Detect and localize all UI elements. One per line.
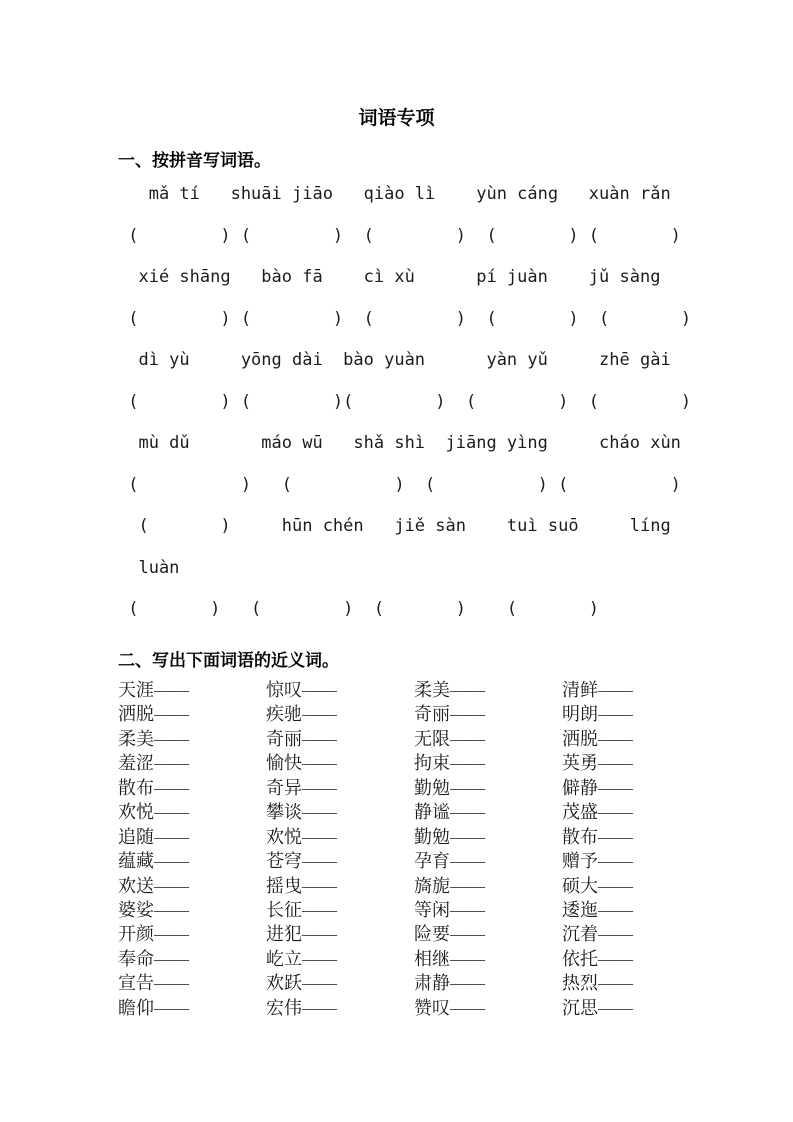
synonym-dash: —— bbox=[302, 997, 336, 1018]
synonym-dash: —— bbox=[302, 728, 336, 749]
synonym-word: 奇丽 bbox=[266, 728, 302, 749]
synonym-item bbox=[118, 872, 266, 898]
synonym-dash: —— bbox=[154, 777, 188, 798]
synonym-word: 赠予 bbox=[562, 851, 598, 872]
synonym-item bbox=[118, 676, 266, 702]
synonym-word: 进犯 bbox=[266, 924, 302, 945]
synonym-row bbox=[118, 749, 710, 773]
synonym-item bbox=[562, 994, 710, 1020]
synonym-dash: —— bbox=[154, 802, 188, 823]
synonym-dash: —— bbox=[302, 973, 336, 994]
synonym-item bbox=[266, 994, 414, 1020]
synonym-word: 宏伟 bbox=[266, 997, 302, 1018]
synonym-item bbox=[118, 920, 266, 946]
synonym-dash: —— bbox=[302, 704, 336, 725]
synonym-row bbox=[118, 920, 710, 944]
synonym-dash: —— bbox=[598, 948, 632, 969]
synonym-item bbox=[266, 725, 414, 751]
synonym-word: 逶迤 bbox=[562, 899, 598, 920]
synonym-dash: —— bbox=[154, 924, 188, 945]
synonym-word: 孕育 bbox=[414, 851, 450, 872]
synonym-row bbox=[118, 945, 710, 969]
synonym-item bbox=[414, 896, 562, 922]
synonym-item bbox=[266, 920, 414, 946]
synonym-word: 沉思 bbox=[562, 997, 598, 1018]
synonym-dash: —— bbox=[302, 680, 336, 700]
synonym-dash: —— bbox=[154, 875, 188, 896]
synonym-word: 柔美 bbox=[414, 680, 450, 700]
synonym-word: 肃静 bbox=[414, 973, 450, 994]
synonym-row bbox=[118, 676, 710, 700]
synonym-row bbox=[118, 969, 710, 993]
mixed-line: ( ) hūn chén jiě sàn tuì suō líng bbox=[118, 516, 671, 536]
synonym-item bbox=[266, 823, 414, 849]
synonym-word: 羞涩 bbox=[118, 753, 154, 774]
synonym-word: 洒脱 bbox=[118, 704, 154, 725]
synonym-word: 清鲜 bbox=[562, 680, 598, 700]
synonym-item bbox=[414, 945, 562, 971]
synonym-dash: —— bbox=[450, 851, 484, 872]
synonym-item bbox=[562, 847, 710, 873]
synonym-item bbox=[118, 969, 266, 995]
synonym-item bbox=[414, 676, 562, 702]
synonym-word: 奉命 bbox=[118, 948, 154, 969]
synonym-item bbox=[562, 969, 710, 995]
synonym-word: 愉快 bbox=[266, 753, 302, 774]
synonym-word: 茂盛 bbox=[562, 802, 598, 823]
pinyin-line: mǎ tí shuāi jiāo qiào lì yùn cáng xuàn rǎn bbox=[118, 184, 671, 204]
synonym-dash: —— bbox=[154, 851, 188, 872]
synonym-dash: —— bbox=[450, 948, 484, 969]
synonym-row bbox=[118, 725, 710, 749]
synonym-word: 摇曳 bbox=[266, 875, 302, 896]
synonym-dash: —— bbox=[598, 728, 632, 749]
synonym-word: 明朗 bbox=[562, 704, 598, 725]
synonym-word: 热烈 bbox=[562, 973, 598, 994]
synonym-item bbox=[562, 774, 710, 800]
synonym-item bbox=[266, 749, 414, 775]
synonym-word: 勤勉 bbox=[414, 777, 450, 798]
synonym-dash: —— bbox=[302, 899, 336, 920]
synonym-dash: —— bbox=[450, 680, 484, 700]
synonym-row bbox=[118, 896, 710, 920]
synonym-item bbox=[266, 969, 414, 995]
synonym-dash: —— bbox=[450, 924, 484, 945]
synonym-word: 散布 bbox=[562, 826, 598, 847]
synonym-item bbox=[414, 774, 562, 800]
synonym-item bbox=[414, 920, 562, 946]
synonym-word: 相继 bbox=[414, 948, 450, 969]
synonym-exercise-grid bbox=[118, 676, 710, 1018]
synonym-word: 疾驰 bbox=[266, 704, 302, 725]
synonym-dash: —— bbox=[598, 753, 632, 774]
synonym-word: 僻静 bbox=[562, 777, 598, 798]
synonym-item bbox=[414, 725, 562, 751]
synonym-word: 欢悦 bbox=[266, 826, 302, 847]
synonym-item bbox=[414, 700, 562, 726]
synonym-dash: —— bbox=[450, 777, 484, 798]
section-2-heading: 二、写出下面词语的近义词。 bbox=[118, 651, 339, 670]
synonym-item bbox=[118, 798, 266, 824]
synonym-dash: —— bbox=[598, 826, 632, 847]
synonym-word: 无限 bbox=[414, 728, 450, 749]
synonym-item bbox=[266, 945, 414, 971]
synonym-item bbox=[266, 896, 414, 922]
pinyin-line: luàn bbox=[118, 557, 180, 578]
synonym-word: 勤勉 bbox=[414, 826, 450, 847]
paren-line: ( ) ( ) ( ) ( ) ( ) bbox=[118, 308, 692, 329]
synonym-dash: —— bbox=[598, 875, 632, 896]
synonym-dash: —— bbox=[302, 826, 336, 847]
synonym-word: 蕴藏 bbox=[118, 851, 154, 872]
section-1-heading: 一、按拼音写词语。 bbox=[118, 151, 271, 170]
synonym-item bbox=[414, 798, 562, 824]
synonym-item bbox=[562, 725, 710, 751]
synonym-item bbox=[414, 847, 562, 873]
synonym-word: 天涯 bbox=[118, 680, 154, 700]
synonym-word: 拘束 bbox=[414, 753, 450, 774]
synonym-word: 追随 bbox=[118, 826, 154, 847]
synonym-item bbox=[562, 700, 710, 726]
synonym-word: 等闲 bbox=[414, 899, 450, 920]
synonym-dash: —— bbox=[154, 899, 188, 920]
synonym-dash: —— bbox=[598, 851, 632, 872]
synonym-dash: —— bbox=[450, 802, 484, 823]
synonym-word: 沉着 bbox=[562, 924, 598, 945]
synonym-dash: —— bbox=[450, 728, 484, 749]
synonym-item bbox=[266, 798, 414, 824]
synonym-dash: —— bbox=[154, 753, 188, 774]
synonym-word: 静谧 bbox=[414, 802, 450, 823]
synonym-word: 瞻仰 bbox=[118, 997, 154, 1018]
synonym-item bbox=[118, 896, 266, 922]
synonym-item bbox=[118, 700, 266, 726]
synonym-dash: —— bbox=[450, 875, 484, 896]
synonym-dash: —— bbox=[450, 704, 484, 725]
synonym-item bbox=[562, 749, 710, 775]
synonym-dash: —— bbox=[450, 826, 484, 847]
synonym-dash: —— bbox=[598, 973, 632, 994]
synonym-dash: —— bbox=[598, 802, 632, 823]
synonym-item bbox=[118, 994, 266, 1020]
synonym-dash: —— bbox=[598, 680, 632, 700]
synonym-word: 英勇 bbox=[562, 753, 598, 774]
synonym-word: 屹立 bbox=[266, 948, 302, 969]
synonym-dash: —— bbox=[598, 777, 632, 798]
synonym-item bbox=[414, 872, 562, 898]
synonym-item bbox=[414, 749, 562, 775]
paren-line: ( ) ( ) ( ) ( ) ( ) bbox=[118, 225, 681, 246]
synonym-dash: —— bbox=[598, 704, 632, 725]
synonym-item bbox=[562, 896, 710, 922]
synonym-dash: —— bbox=[154, 704, 188, 725]
paren-line: ( ) ( )( ) ( ) ( ) bbox=[118, 391, 692, 412]
synonym-row bbox=[118, 774, 710, 798]
synonym-word: 险要 bbox=[414, 924, 450, 945]
synonym-item bbox=[266, 700, 414, 726]
synonym-word: 依托 bbox=[562, 948, 598, 969]
synonym-dash: —— bbox=[154, 948, 188, 969]
synonym-item bbox=[562, 945, 710, 971]
synonym-dash: —— bbox=[450, 997, 484, 1018]
synonym-word: 欢悦 bbox=[118, 802, 154, 823]
synonym-row bbox=[118, 847, 710, 871]
synonym-dash: —— bbox=[302, 851, 336, 872]
synonym-dash: —— bbox=[154, 826, 188, 847]
synonym-row bbox=[118, 798, 710, 822]
synonym-dash: —— bbox=[154, 728, 188, 749]
synonym-word: 欢送 bbox=[118, 875, 154, 896]
pinyin-line: dì yù yōng dài bào yuàn yàn yǔ zhē gài bbox=[118, 350, 671, 370]
synonym-item bbox=[414, 994, 562, 1020]
paren-line: ( ) ( ) ( ) ( ) bbox=[118, 599, 600, 619]
synonym-dash: —— bbox=[598, 924, 632, 945]
synonym-word: 攀谈 bbox=[266, 802, 302, 823]
synonym-item bbox=[414, 823, 562, 849]
synonym-item bbox=[562, 676, 710, 702]
synonym-word: 长征 bbox=[266, 899, 302, 920]
synonym-word: 宣告 bbox=[118, 973, 154, 994]
synonym-dash: —— bbox=[450, 973, 484, 994]
pinyin-exercise-block bbox=[118, 174, 691, 631]
synonym-dash: —— bbox=[450, 753, 484, 774]
synonym-row bbox=[118, 823, 710, 847]
synonym-item bbox=[414, 969, 562, 995]
pinyin-line: mù dǔ máo wū shǎ shì jiāng yìng cháo xùn bbox=[118, 433, 681, 453]
synonym-row bbox=[118, 700, 710, 724]
synonym-item bbox=[118, 945, 266, 971]
page-title: 词语专项 bbox=[358, 108, 435, 129]
synonym-item bbox=[266, 774, 414, 800]
synonym-dash: —— bbox=[302, 924, 336, 945]
synonym-item bbox=[562, 798, 710, 824]
pinyin-line: xié shāng bào fā cì xù pí juàn jǔ sàng bbox=[118, 267, 661, 287]
synonym-item bbox=[118, 774, 266, 800]
synonym-item bbox=[118, 847, 266, 873]
synonym-row bbox=[118, 872, 710, 896]
synonym-item bbox=[562, 823, 710, 849]
synonym-dash: —— bbox=[154, 680, 188, 700]
synonym-item bbox=[118, 823, 266, 849]
synonym-dash: —— bbox=[154, 997, 188, 1018]
synonym-item bbox=[266, 676, 414, 702]
synonym-dash: —— bbox=[302, 802, 336, 823]
synonym-dash: —— bbox=[302, 875, 336, 896]
synonym-item bbox=[118, 749, 266, 775]
synonym-dash: —— bbox=[302, 948, 336, 969]
synonym-dash: —— bbox=[450, 899, 484, 920]
synonym-item bbox=[266, 847, 414, 873]
synonym-word: 柔美 bbox=[118, 728, 154, 749]
synonym-word: 洒脱 bbox=[562, 728, 598, 749]
synonym-dash: —— bbox=[154, 973, 188, 994]
synonym-word: 奇异 bbox=[266, 777, 302, 798]
synonym-dash: —— bbox=[302, 777, 336, 798]
synonym-word: 硕大 bbox=[562, 875, 598, 896]
synonym-item bbox=[118, 725, 266, 751]
synonym-item bbox=[562, 920, 710, 946]
paren-line: ( ) ( ) ( ) ( ) bbox=[118, 474, 681, 495]
synonym-dash: —— bbox=[302, 753, 336, 774]
synonym-word: 散布 bbox=[118, 777, 154, 798]
synonym-word: 苍穹 bbox=[266, 851, 302, 872]
synonym-dash: —— bbox=[598, 899, 632, 920]
synonym-item bbox=[266, 872, 414, 898]
synonym-dash: —— bbox=[598, 997, 632, 1018]
synonym-word: 婆娑 bbox=[118, 899, 154, 920]
synonym-word: 赞叹 bbox=[414, 997, 450, 1018]
synonym-word: 欢跃 bbox=[266, 973, 302, 994]
synonym-item bbox=[562, 872, 710, 898]
synonym-word: 惊叹 bbox=[266, 680, 302, 700]
synonym-word: 开颜 bbox=[118, 924, 154, 945]
synonym-word: 奇丽 bbox=[414, 704, 450, 725]
synonym-word: 旖旎 bbox=[414, 875, 450, 896]
synonym-row bbox=[118, 994, 710, 1018]
